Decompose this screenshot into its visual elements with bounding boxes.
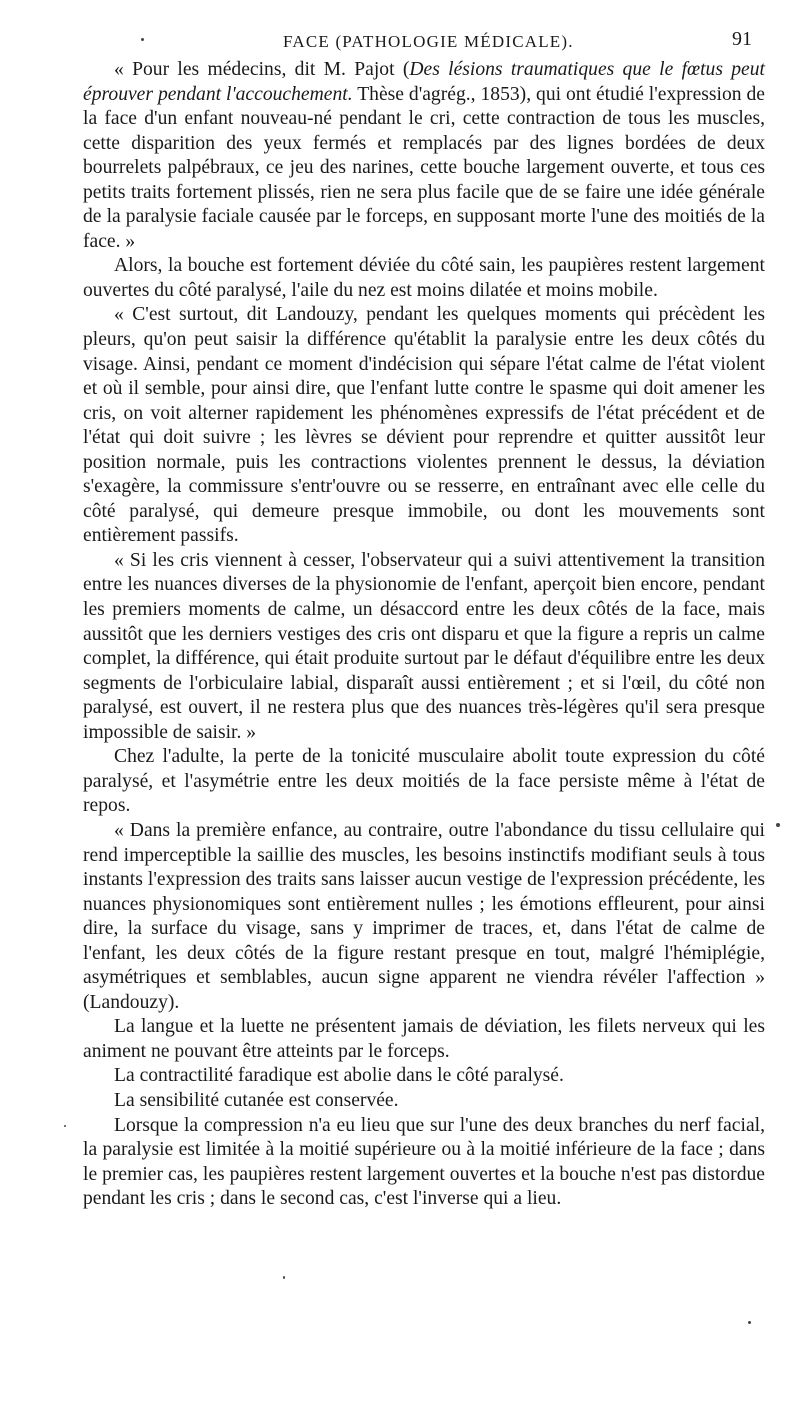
running-head: FACE (PATHOLOGIE MÉDICALE). [283, 32, 574, 51]
paragraph-sensibility: La sensibilité cutanée est conservée. [114, 1089, 399, 1111]
paragraph-landouzy-quote-2: « Si les cris viennent à cesser, l'observateur qui a suivi attentivement la transition entre les nuances diverses de la physionomie de l'enfant, aperçoit bien encore, pendant les premiers moments de calme, un désaccord entre les deux côtés de la face, mais aussitôt que les derniers vestiges des cris ont disparu et que la figure a repris un calme complet, la différence, qui était produite surtout par le défaut d'équilibre entre les deux segments de l'orbiculaire labial, disparaît aussi entièrement ; et si l'œil, du côté non paralysé, est ouvert, il ne restera plus que des nuances très-légères qu'il sera presque impossible de saisir. » [83, 549, 765, 743]
cited-work-title: Des lésions traumatiques que le fœtus peut éprouver pendant l'accouchement. [83, 59, 765, 105]
page-header [0, 26, 800, 56]
body-text [83, 58, 765, 1212]
scan-speck [776, 823, 780, 827]
paragraph-contractility: La contractilité faradique est abolie dans le côté paralysé. [114, 1065, 564, 1087]
paragraph-tongue: La langue et la luette ne présentent jamais de déviation, les filets nerveux qui les animent ne pouvant être atteints par le forceps. [83, 1016, 765, 1062]
scan-speck [141, 38, 144, 41]
scan-speck [283, 1276, 285, 1279]
scan-speck [64, 1125, 66, 1127]
scan-speck [748, 1321, 751, 1324]
paragraph-adult: Chez l'adulte, la perte de la tonicité musculaire abolit toute expression du côté paralysé, et l'asymétrie entre les deux moitiés de la face persiste même à l'état de repos. [83, 746, 765, 817]
paragraph-landouzy-quote-1: « C'est surtout, dit Landouzy, pendant les quelques moments qui précèdent les pleurs, qu'on peut saisir la différence qu'établit la paralysie entre les deux côtés du visage. Ainsi, pendant ce moment d'indécision qui sépare l'état calme de l'état violent et où il semble, pour ainsi dire, que l'enfant lutte contre le spasme qui doit amener les cris, on voit alterner rapidement les phénomènes expressifs de l'état précédent et de l'état qui doit suivre ; les lèvres se dévient pour reprendre et quitter aussitôt leur position normale, puis les contractions violentes prennent le dessus, la déviation s'exagère, la commissure s'entr'ouvre ou se resserre, en entraînant avec elle celle du côté paralysé, qui demeure presque immobile, ou dont les mouvements sont entièrement passifs. [83, 304, 765, 547]
page-number: 91 [732, 28, 752, 50]
paragraph-mouth-deviation: Alors, la bouche est fortement déviée du côté sain, les paupières restent largement ouvertes du côté paralysé, l'aile du nez est moins dilatée et moins mobile. [83, 255, 765, 301]
paragraph-partial-compression: Lorsque la compression n'a eu lieu que sur l'une des deux branches du nerf facial, la paralysie est limitée à la moitié supérieure ou à la moitié inférieure de la face ; dans le premier cas, les paupières restent largement ouvertes et la bouche n'est pas distordue pendant les cris ; dans le second cas, c'est l'inverse qui a lieu. [83, 1114, 765, 1210]
paragraph-early-childhood: « Dans la première enfance, au contraire, outre l'abondance du tissu cellulaire qui rend imperceptible la saillie des muscles, les besoins instinctifs modifiant seuls à tous instants l'expression des traits sans laisser aucun vestige de l'expression précédente, les nuances physionomiques sont entièrement nulles ; les émotions effleurent, pour ainsi dire, la surface du visage, sans y imprimer de traces, et, dans l'état de calme de l'enfant, les deux côtés de la figure restant presque en tout, malgré l'hémiplégie, asymétriques et semblables, aucun signe apparent ne viendra révéler l'affection » (Landouzy). [83, 819, 765, 1013]
paragraph-pajot-quote: « Pour les médecins, dit M. Pajot (Des lésions traumatiques que le fœtus peut éprouver pendant l'accouchement. Thèse d'agrég., 1853), qui ont étudié l'expression de la face d'un enfant nouveau-né pendant le cri, cette contraction de tous les muscles, cette disparition des yeux fermés et remplacés par des lignes bordées de deux bourrelets palpébraux, ce jeu des narines, cette bouche largement ouverte, et tous ces petits traits fortement plissés, rien ne sera plus facile que de se faire une idée générale de la paralysie faciale causée par le forceps, en supposant morte l'une des moitiés de la face. » [83, 59, 765, 252]
